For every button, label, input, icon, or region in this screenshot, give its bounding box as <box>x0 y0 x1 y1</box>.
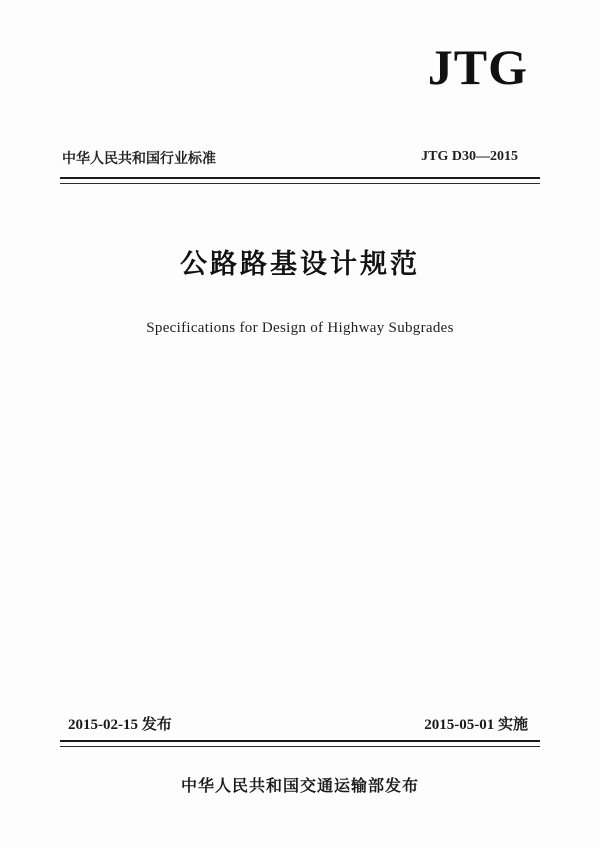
title-english: Specifications for Design of Highway Subgrades <box>146 320 454 336</box>
publisher: 中华人民共和国交通运输部发布 <box>180 776 419 795</box>
standard-code: JTG D30—2015 <box>421 149 518 164</box>
footer-rule <box>60 740 540 742</box>
title-chinese: 公路路基设计规范 <box>180 249 420 280</box>
header-rule <box>60 177 540 179</box>
effective-date: 2015-05-01 实施 <box>424 717 528 733</box>
date-row <box>60 713 540 735</box>
jtg-logo: JTG <box>427 39 528 95</box>
standard-category: 中华人民共和国行业标准 <box>62 151 216 167</box>
header-rule-thin <box>60 183 540 184</box>
standard-header <box>60 148 540 170</box>
footer-rule-thin <box>60 746 540 747</box>
issue-date: 2015-02-15 发布 <box>68 717 172 733</box>
